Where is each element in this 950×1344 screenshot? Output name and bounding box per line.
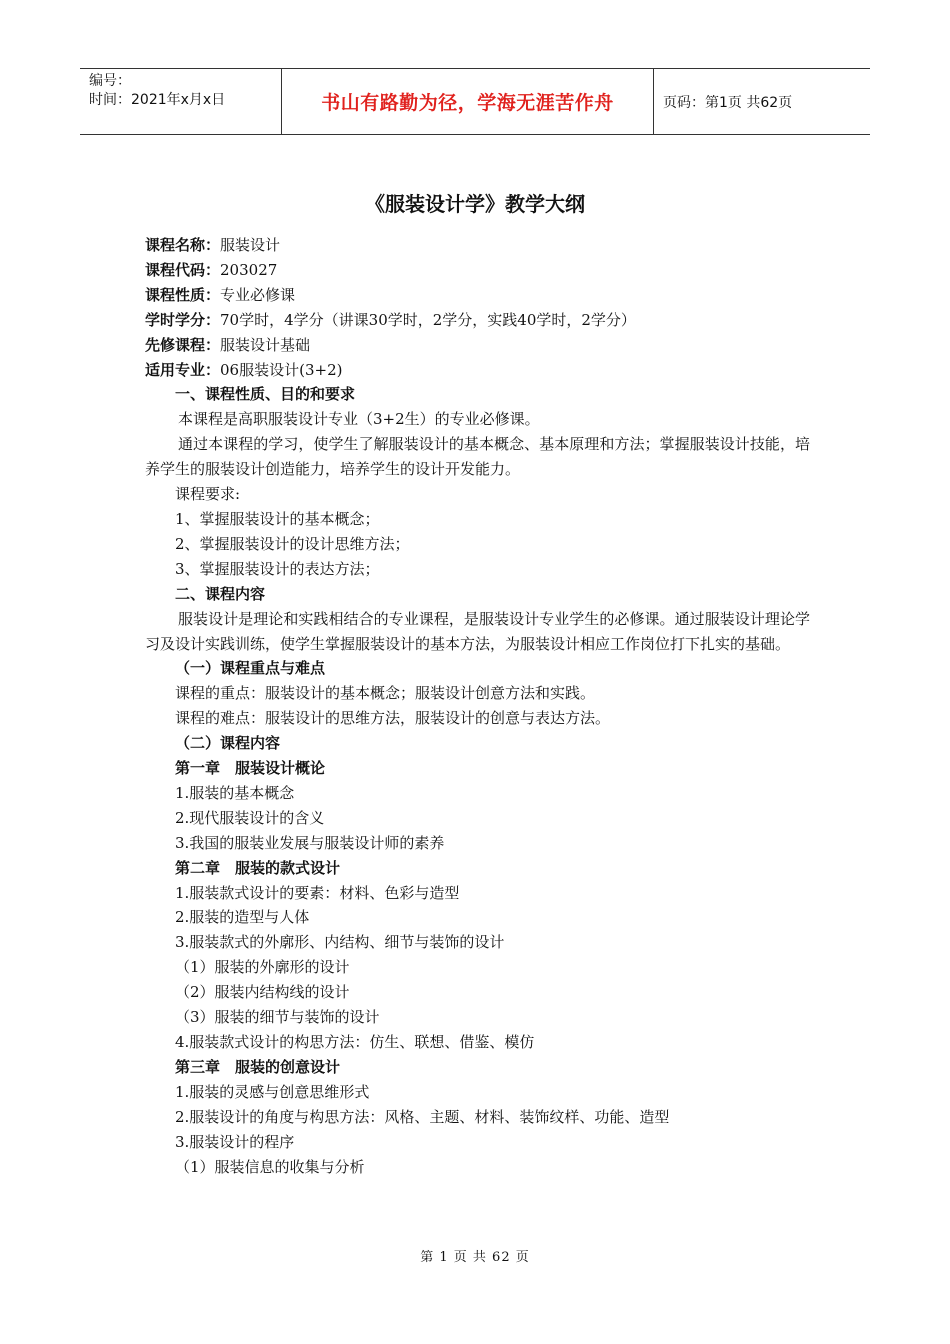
- subsection-heading: （二）课程内容: [175, 734, 281, 753]
- sub-list-item: （1）服装的外廓形的设计: [175, 958, 350, 977]
- page-info: 页码：第1页 共62页: [663, 94, 793, 111]
- course-info-row: [145, 233, 810, 258]
- course-info-label: 先修课程：: [145, 335, 221, 354]
- list-item: 3.我国的服装业发展与服装设计师的素养: [175, 833, 445, 852]
- chapter-title: 第三章 服装的创意设计: [175, 1057, 341, 1076]
- page-footer: 第 1 页 共 62 页: [420, 1250, 530, 1265]
- list-item: 2.服装设计的角度与构思方法：风格、主题、材料、装饰纹样、功能、造型: [175, 1107, 670, 1126]
- course-info-label: 适用专业：: [145, 360, 221, 379]
- number-label: 编号：: [89, 73, 131, 89]
- subsection-heading: （一）课程重点与难点: [175, 659, 326, 678]
- course-info-label: 课程代码：: [145, 260, 221, 279]
- course-info-value: 服装设计基础: [220, 335, 311, 354]
- course-info-row: [145, 308, 810, 333]
- course-info-value: 06服装设计(3+2): [220, 360, 343, 379]
- header-left-cell: [80, 69, 282, 134]
- paragraph: 通过本课程的学习，使学生了解服装设计的基本概念、基本原理和方法；掌握服装设计技能，培养学生的服装设计创造能力，培养学生的设计开发能力。: [145, 435, 810, 479]
- sub-list-item: （1）服装信息的收集与分析: [175, 1157, 365, 1176]
- course-info-row: [145, 333, 810, 358]
- course-info-label: 学时学分：: [145, 310, 221, 329]
- course-info-value: 专业必修课: [220, 285, 296, 304]
- course-info-value: 70学时，4学分（讲课30学时，2学分，实践40学时，2学分）: [220, 310, 636, 329]
- list-item: 2.服装的造型与人体: [175, 908, 310, 927]
- list-item: 3.服装设计的程序: [175, 1132, 295, 1151]
- section-heading: 一、课程性质、目的和要求: [175, 385, 356, 404]
- course-info-row: [145, 358, 810, 383]
- course-info-label: 课程性质：: [145, 285, 221, 304]
- course-info-value: 203027: [220, 260, 278, 279]
- chapter-title: 第二章 服装的款式设计: [175, 858, 341, 877]
- paragraph: 服装设计是理论和实践相结合的专业课程，是服装设计专业学生的必修课。通过服装设计理论学习及设计实践训练，使学生掌握服装设计的基本方法，为服装设计相应工作岗位打下扎实的基础。: [145, 609, 810, 653]
- course-info-row: [145, 283, 810, 308]
- sub-list-item: （3）服装的细节与装饰的设计: [175, 1008, 380, 1027]
- chapter-title: 第一章 服装设计概论: [175, 759, 326, 778]
- list-item: 4.服装款式设计的构思方法：仿生、联想、借鉴、模仿: [175, 1033, 535, 1051]
- list-item: 2.现代服装设计的含义: [175, 808, 325, 827]
- list-item: 1.服装的灵感与创意思维形式: [175, 1082, 370, 1101]
- list-item: 1.服装款式设计的要素：材料、色彩与造型: [175, 883, 460, 902]
- difficult-points: 课程的难点：服装设计的思维方法，服装设计的创意与表达方法。: [175, 709, 611, 728]
- paragraph: 本课程是高职服装设计专业（3+2生）的专业必修课。: [178, 410, 540, 429]
- document-body: [145, 233, 810, 1179]
- header-table: [80, 68, 870, 135]
- sub-list-item: （2）服装内结构线的设计: [175, 983, 350, 1002]
- list-item: 3.服装款式的外廓形、内结构、细节与装饰的设计: [175, 933, 505, 952]
- course-info-label: 课程名称：: [145, 236, 221, 254]
- section-heading: 二、课程内容: [175, 584, 266, 603]
- requirements-label: 课程要求:: [175, 485, 241, 504]
- list-item: 1、掌握服装设计的基本概念；: [175, 509, 380, 528]
- motto: 书山有路勤为径，学海无涯苦作舟: [282, 69, 654, 134]
- list-item: 2、掌握服装设计的设计思维方法；: [175, 534, 410, 553]
- course-info-value: 服装设计: [220, 236, 281, 254]
- course-info-row: [145, 258, 810, 283]
- time-label: 时间：2021年x月x日: [89, 92, 226, 108]
- list-item: 1.服装的基本概念: [175, 783, 295, 802]
- document-title: 《服装设计学》教学大纲: [365, 192, 585, 216]
- key-points: 课程的重点：服装设计的基本概念；服装设计创意方法和实践。: [175, 684, 596, 703]
- list-item: 3、掌握服装设计的表达方法；: [175, 559, 380, 578]
